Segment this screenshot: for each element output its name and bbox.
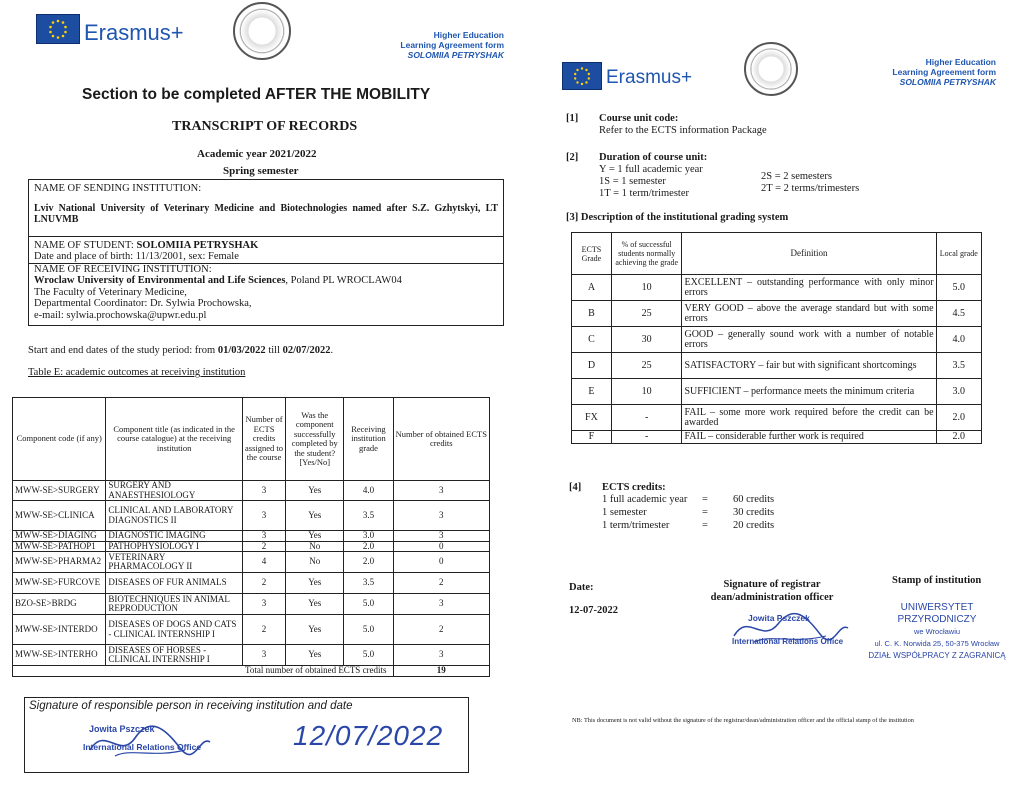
receiving-institution-label: NAME OF RECEIVING INSTITUTION: <box>34 263 212 275</box>
university-seal-icon <box>744 42 798 96</box>
signature-box <box>24 697 469 773</box>
date-value: 12-07-2022 <box>569 605 618 616</box>
document-header: Higher Education Learning Agreement form SOLOMIIA PETRYSHAK <box>892 57 996 87</box>
grading-info-page: Erasmus+ Higher Education Learning Agreement form SOLOMIIA PETRYSHAK [1] Course unit code: Refer to the ECTS information Package [2] Duration of course unit: Y = 1 full academic year 1S = 1 semester 1T = 1 term/trimester 2S = 2 semesters 2T = 2 terms/trimesters [3] Description of the institutional grading system ECTS Grade % of successful students normally achieving the grade Definition Local grade A 10 EXCELLENT – outstanding performance with only minor errors 5.0 B 25 VERY GOOD – above the average standard but with some errors 4.5 C 30 GOOD – generally sound work with a number of notable errors 4.0 D 25 SATISFACTORY – fair but with significant shortcomings 3.5 E 10 SUFFICIENT – performance meets the minimum criteria 3.0 FX - FAIL – some more work required before the credit can be awarded 2.0 F - FAIL – considerable further work is required 2.0 [4] ECTS credits: 1 full academic year = 60 credits 1 semester = 30 credits 1 term/trimester = 20 credits Date: 12-07-2022 Signature of registrar dean/administration officer Stamp of institution Jowita Pszczek International Relations Office UNIWERSYTET PRZYRODNICZY we Wrocławiu ul. C. K. Norwida 25, 50-375 Wrocław DZIAŁ WSPÓŁPRACY Z ZAGRANICĄ NB: This document is not valid without the signature of the registrar/dean/administration officer and the official stamp of the institution <box>512 0 1020 789</box>
erasmus-brand: Erasmus+ <box>84 20 184 45</box>
table-row: MWW-SE>PATHOP1 PATHOPHYSIOLOGY I 2 No 2.0 0 <box>13 541 490 552</box>
column-header: Component code (if any) <box>13 398 106 481</box>
total-label: Total number of obtained ECTS credits <box>13 666 394 677</box>
table-row: MWW-SE>PHARMA2 VETERINARY PHARMACOLOGY II 4 No 2.0 0 <box>13 552 490 573</box>
column-header: Number of ECTS credits assigned to the course <box>242 398 285 481</box>
grade-row: D 25 SATISFACTORY – fair but with significant shortcomings 3.5 <box>572 353 982 379</box>
grading-system-title: [3] Description of the institutional grading system <box>566 212 789 223</box>
column-header: Component title (as indicated in the course catalogue) at the receiving institution <box>106 398 243 481</box>
grade-row: B 25 VERY GOOD – above the average standard but with some errors 4.5 <box>572 301 982 327</box>
receiving-institution-row: Wroclaw University of Environmental and Life Sciences, Poland PL WROCLAW04 <box>34 275 402 286</box>
column-header: Definition <box>682 233 936 275</box>
erasmus-brand: Erasmus+ <box>606 67 693 88</box>
student-info-box <box>28 179 504 326</box>
grading-table <box>571 232 982 444</box>
stamp-name: Jowita Pszczek <box>89 724 155 734</box>
table-row: MWW-SE>INTERDO DISEASES OF DOGS AND CATS - CLINICAL INTERNSHIP I 2 Yes 5.0 2 <box>13 615 490 645</box>
table-row: MWW-SE>CLINICA CLINICAL AND LABORATORY DIAGNOSTICS II 3 Yes 3.5 3 <box>13 501 490 531</box>
total-value: 19 <box>393 666 489 677</box>
credits-row: 1 term/trimester = 20 credits <box>602 520 775 531</box>
eu-flag-icon <box>562 62 602 90</box>
student-name-row: NAME OF STUDENT: SOLOMIIA PETRYSHAK <box>34 239 259 251</box>
column-header: Local grade <box>936 233 981 275</box>
table-caption: Table E: academic outcomes at receiving institution <box>28 367 246 378</box>
section-title: Section to be completed AFTER THE MOBILITY <box>82 86 431 103</box>
total-row <box>13 666 490 677</box>
university-seal-icon <box>233 2 291 60</box>
validity-note: NB: This document is not valid without the signature of the registrar/dean/administration officer and the official stamp of the institution <box>572 717 914 724</box>
table-row: MWW-SE>INTERHO DISEASES OF HORSES - CLINICAL INTERNSHIP I 3 Yes 5.0 3 <box>13 645 490 666</box>
stamp-office: International Relations Office <box>732 637 844 646</box>
stamp-label: Stamp of institution <box>892 575 982 586</box>
academic-year: Academic year 2021/2022 <box>197 148 317 160</box>
signature-label: Signature of responsible person in receiving institution and date <box>29 700 353 712</box>
credits-row: 1 semester = 30 credits <box>602 507 775 518</box>
sending-institution-label: NAME OF SENDING INSTITUTION: <box>34 183 202 194</box>
column-header: Was the component successfully completed by the student? [Yes/No] <box>286 398 344 481</box>
grade-row: E 10 SUFFICIENT – performance meets the minimum criteria 3.0 <box>572 379 982 405</box>
birth-info: Date and place of birth: 11/13/2001, sex: Female <box>34 251 239 262</box>
column-header: ECTS Grade <box>572 233 612 275</box>
semester: Spring semester <box>223 165 299 177</box>
coordinator-email: e-mail: sylwia.prochowska@upwr.edu.pl <box>34 309 207 321</box>
institution-stamp: UNIWERSYTET PRZYRODNICZY we Wrocławiu ul. C. K. Norwida 25, 50-375 Wrocław DZIAŁ WSPÓŁPRACY Z ZAGRANICĄ <box>868 602 1006 660</box>
table-row: MWW-SE>FURCOVE DISEASES OF FUR ANIMALS 2 Yes 3.5 2 <box>13 573 490 594</box>
sending-institution-value: Lviv National University of Veterinary Medicine and Biotechnologies named after S.Z. Gzhytskyi, LT LNUVMB <box>34 202 498 225</box>
document-header: Higher Education Learning Agreement form SOLOMIIA PETRYSHAK <box>400 30 504 60</box>
document-title: TRANSCRIPT OF RECORDS <box>172 119 358 134</box>
coordinator: Departmental Coordinator: Dr. Sylwia Prochowska, <box>34 298 252 309</box>
handwritten-date: 12/07/2022 <box>293 720 444 751</box>
grade-row: C 30 GOOD – generally sound work with a number of notable errors 4.0 <box>572 327 982 353</box>
column-header: Number of obtained ECTS credits <box>393 398 489 481</box>
study-period: Start and end dates of the study period: from 01/03/2022 till 02/07/2022. <box>28 345 334 356</box>
faculty: The Faculty of Veterinary Medicine, <box>34 286 187 298</box>
eu-flag-icon <box>36 14 80 44</box>
table-row: MWW-SE>DIAGING DIAGNOSTIC IMAGING 3 Yes 3.0 3 <box>13 531 490 542</box>
registrar-signature-label: Signature of registrar dean/administration officer <box>710 579 834 603</box>
column-header: Receiving institution grade <box>344 398 393 481</box>
grade-row: F - FAIL – considerable further work is required 2.0 <box>572 431 982 444</box>
table-row: MWW-SE>SURGERY SURGERY AND ANAESTHESIOLOGY 3 Yes 4.0 3 <box>13 481 490 501</box>
column-header: % of successful students normally achieving the grade <box>611 233 682 275</box>
student-name: SOLOMIIA PETRYSHAK <box>136 239 259 251</box>
credits-row: 1 full academic year = 60 credits <box>602 494 775 505</box>
table-row: BZO-SE>BRDG BIOTECHNIQUES IN ANIMAL REPRODUCTION 3 Yes 5.0 3 <box>13 594 490 615</box>
grade-row: FX - FAIL – some more work required before the credit can be awarded 2.0 <box>572 405 982 431</box>
stamp-name: Jowita Pszczek <box>748 613 810 623</box>
date-label: Date: <box>569 582 594 593</box>
academic-outcomes-table <box>12 397 490 677</box>
stamp-office: International Relations Office <box>83 742 202 752</box>
grade-row: A 10 EXCELLENT – outstanding performance with only minor errors 5.0 <box>572 275 982 301</box>
